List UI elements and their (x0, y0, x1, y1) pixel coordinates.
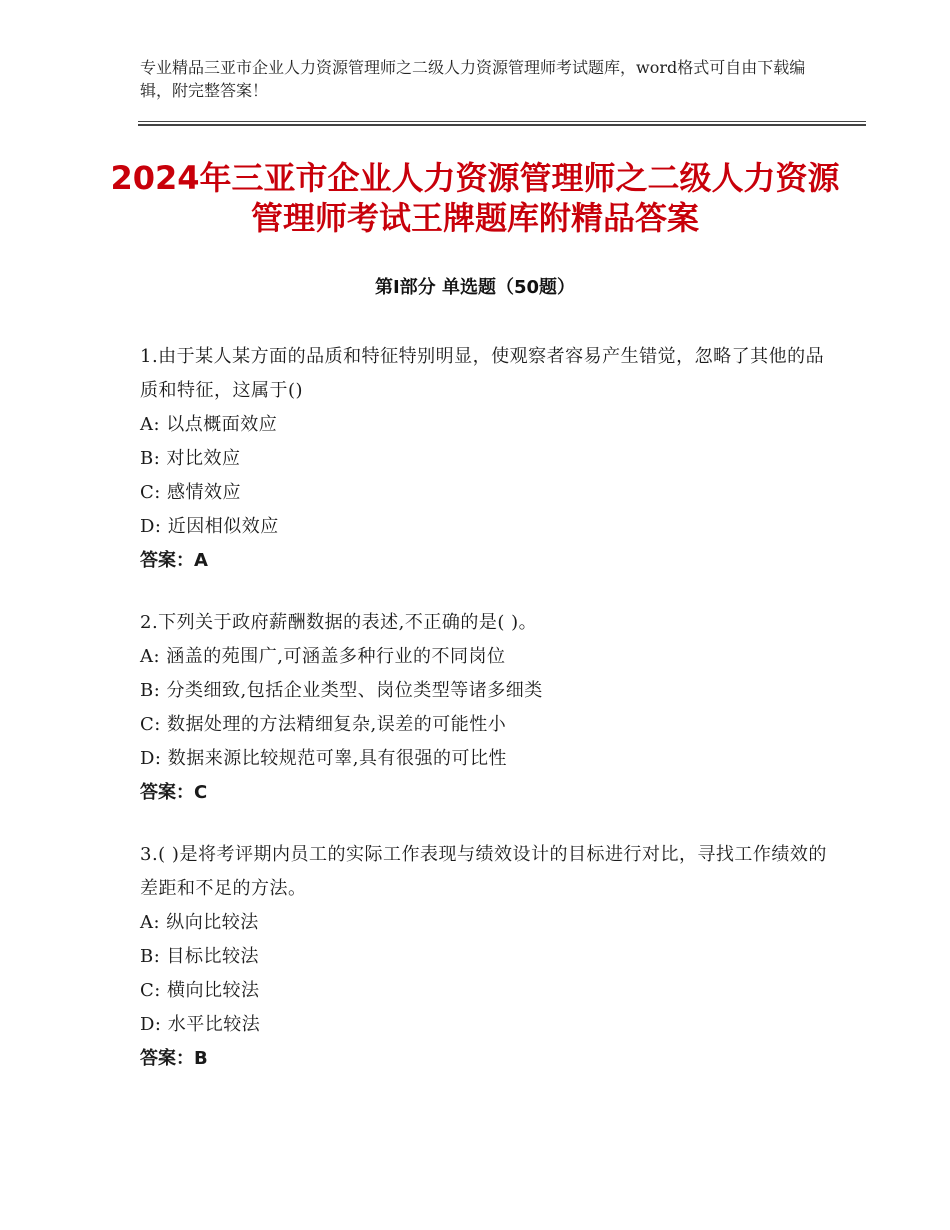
answer: 答案：A (140, 550, 208, 571)
answer: 答案：C (140, 782, 208, 803)
option-b: B: 对比效应 (140, 448, 241, 469)
question-stem: 3.( )是将考评期内员工的实际工作表现与绩效设计的目标进行对比，寻找工作绩效的差距和不足的方法。 (140, 844, 827, 899)
question-stem: 2.下列关于政府薪酬数据的表述,不正确的是( )。 (140, 612, 538, 633)
option-b: B: 分类细致,包括企业类型、岗位类型等诸多细类 (140, 680, 543, 701)
header-note: 专业精品三亚市企业人力资源管理师之二级人力资源管理师考试题库，word格式可自由下载编辑，附完整答案！ (140, 58, 806, 100)
option-c: C: 数据处理的方法精细复杂,误差的可能性小 (140, 714, 507, 735)
question-3 (140, 838, 830, 1076)
option-a: A: 以点概面效应 (140, 414, 278, 435)
option-d: D: 近因相似效应 (140, 516, 279, 537)
option-d: D: 水平比较法 (140, 1014, 261, 1035)
option-b: B: 目标比较法 (140, 946, 260, 967)
option-c: C: 感情效应 (140, 482, 242, 503)
question-stem: 1.由于某人某方面的品质和特征特别明显，使观察者容易产生错觉，忽略了其他的品质和特征，这属于() (140, 346, 825, 401)
answer: 答案：B (140, 1048, 208, 1069)
option-a: A: 纵向比较法 (140, 912, 259, 933)
header-divider-top (138, 121, 866, 122)
question-1 (140, 340, 830, 578)
question-list (140, 340, 830, 1104)
option-a: A: 涵盖的苑围广,可涵盖多种行业的不同岗位 (140, 646, 506, 667)
header-divider-bottom (138, 124, 866, 126)
document-title: 2024年三亚市企业人力资源管理师之二级人力资源管理师考试王牌题库附精品答案 (110, 159, 840, 237)
section-title: 第Ⅰ部分 单选题（50题） (374, 277, 575, 298)
option-d: D: 数据来源比较规范可睾,具有很强的可比性 (140, 748, 507, 769)
option-c: C: 横向比较法 (140, 980, 260, 1001)
question-2 (140, 606, 830, 810)
